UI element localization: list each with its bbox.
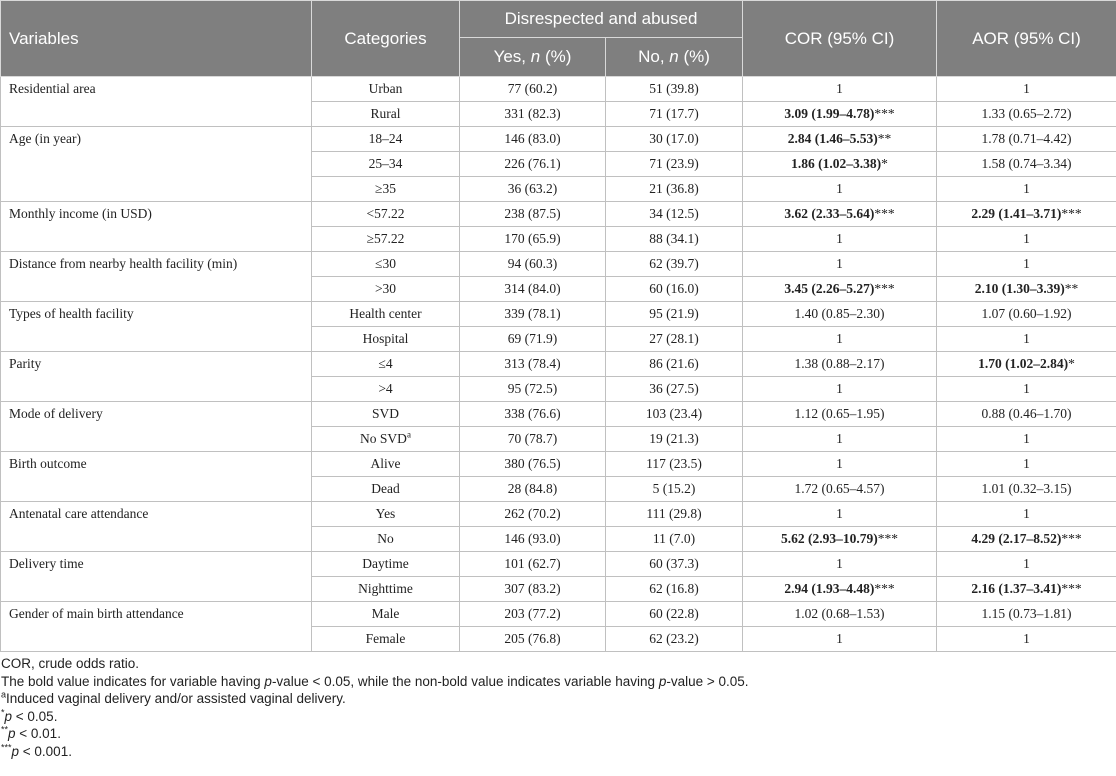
no-count-cell: 71 (23.9) [606, 152, 743, 177]
table-row [1, 252, 1116, 277]
cor-cell [743, 477, 937, 502]
yes-count-cell: 170 (65.9) [460, 227, 606, 252]
cor-value: 3.09 (1.99–4.78) [784, 106, 875, 121]
category-cell [312, 127, 460, 152]
cor-value: 1 [836, 431, 843, 446]
aor-value: 1.01 (0.32–3.15) [981, 481, 1072, 496]
table-row [1, 402, 1116, 427]
aor-value: 1 [1023, 431, 1030, 446]
variable-cell: Antenatal care attendance [1, 502, 312, 552]
cor-value: 1.38 (0.88–2.17) [794, 356, 885, 371]
cor-cell [743, 577, 937, 602]
no-count-cell: 111 (29.8) [606, 502, 743, 527]
category-text: Alive [370, 456, 401, 471]
category-cell [312, 327, 460, 352]
cor-value: 1.86 (1.02–3.38) [791, 156, 882, 171]
cor-significance: * [881, 156, 888, 171]
cor-cell [743, 252, 937, 277]
table-row [1, 77, 1116, 102]
aor-value: 1 [1023, 506, 1030, 521]
note-abbreviation: COR, crude odds ratio. [1, 656, 140, 671]
cor-cell [743, 402, 937, 427]
header-no-label: No, [638, 47, 670, 66]
note-bold-part-b: -value < 0.05, while the non-bold value indicates variable having [271, 673, 659, 689]
cor-cell [743, 277, 937, 302]
no-count-cell: 60 (22.8) [606, 602, 743, 627]
note-footnote-a-text: Induced vaginal delivery and/or assisted vaginal delivery. [6, 691, 346, 707]
table-footnotes [0, 655, 1116, 761]
cor-cell [743, 327, 937, 352]
table-body [1, 77, 1116, 652]
aor-significance: *** [1061, 581, 1082, 596]
aor-value: 4.29 (2.17–8.52) [971, 531, 1062, 546]
note-p3-text: < 0.001. [19, 743, 72, 759]
variable-cell: Types of health facility [1, 302, 312, 352]
yes-count-cell: 203 (77.2) [460, 602, 606, 627]
header-aor: AOR (95% CI) [937, 1, 1116, 77]
cor-value: 1 [836, 631, 843, 646]
no-count-cell: 36 (27.5) [606, 377, 743, 402]
header-variables: Variables [1, 1, 312, 77]
note-p-0-01 [1, 725, 1116, 743]
yes-count-cell: 146 (83.0) [460, 127, 606, 152]
category-text: No [377, 531, 394, 546]
yes-count-cell: 146 (93.0) [460, 527, 606, 552]
aor-value: 1.15 (0.73–1.81) [981, 606, 1072, 621]
no-count-cell: 95 (21.9) [606, 302, 743, 327]
cor-value: 1 [836, 181, 843, 196]
header-yes-label: Yes, [493, 47, 531, 66]
no-count-cell: 11 (7.0) [606, 527, 743, 552]
aor-significance: *** [1061, 531, 1082, 546]
yes-count-cell: 238 (87.5) [460, 202, 606, 227]
aor-value: 1 [1023, 256, 1030, 271]
aor-cell [937, 277, 1116, 302]
category-cell [312, 77, 460, 102]
category-cell [312, 502, 460, 527]
yes-count-cell: 314 (84.0) [460, 277, 606, 302]
aor-value: 1 [1023, 331, 1030, 346]
cor-cell [743, 202, 937, 227]
cor-cell [743, 502, 937, 527]
category-text: Yes [375, 506, 396, 521]
category-text: Hospital [362, 331, 409, 346]
category-cell [312, 152, 460, 177]
aor-cell [937, 402, 1116, 427]
cor-cell [743, 177, 937, 202]
aor-cell [937, 377, 1116, 402]
cor-value: 1 [836, 456, 843, 471]
aor-value: 1.58 (0.74–3.34) [981, 156, 1072, 171]
category-cell [312, 177, 460, 202]
variable-cell: Distance from nearby health facility (min) [1, 252, 312, 302]
aor-value: 1.07 (0.60–1.92) [981, 306, 1072, 321]
cor-cell [743, 527, 937, 552]
category-text: Dead [371, 481, 400, 496]
header-yes [460, 38, 606, 77]
category-text: Female [365, 631, 406, 646]
no-count-cell: 62 (16.8) [606, 577, 743, 602]
category-text: Urban [368, 81, 403, 96]
yes-count-cell: 205 (76.8) [460, 627, 606, 652]
note-bold-part-c: -value > 0.05. [666, 673, 749, 689]
cor-value: 2.94 (1.93–4.48) [784, 581, 875, 596]
table-row [1, 552, 1116, 577]
aor-cell [937, 252, 1116, 277]
aor-cell [937, 552, 1116, 577]
no-count-cell: 5 (15.2) [606, 477, 743, 502]
cor-value: 3.45 (2.26–5.27) [784, 281, 875, 296]
cor-value: 1 [836, 331, 843, 346]
cor-cell [743, 152, 937, 177]
category-text: SVD [371, 406, 399, 421]
aor-value: 1 [1023, 381, 1030, 396]
table-row [1, 302, 1116, 327]
no-count-cell: 60 (37.3) [606, 552, 743, 577]
cor-cell [743, 627, 937, 652]
cor-value: 3.62 (2.33–5.64) [784, 206, 875, 221]
yes-count-cell: 307 (83.2) [460, 577, 606, 602]
category-text: >30 [374, 281, 397, 296]
variable-cell: Gender of main birth attendance [1, 602, 312, 652]
aor-cell [937, 452, 1116, 477]
aor-value: 1 [1023, 456, 1030, 471]
cor-value: 1 [836, 256, 843, 271]
category-cell [312, 227, 460, 252]
category-text: 18–24 [368, 131, 403, 146]
aor-cell [937, 152, 1116, 177]
no-count-cell: 30 (17.0) [606, 127, 743, 152]
aor-value: 1.78 (0.71–4.42) [981, 131, 1072, 146]
category-cell [312, 452, 460, 477]
table-row [1, 502, 1116, 527]
cor-cell [743, 127, 937, 152]
aor-value: 2.16 (1.37–3.41) [971, 581, 1062, 596]
aor-cell [937, 77, 1116, 102]
category-cell [312, 427, 460, 452]
aor-cell [937, 577, 1116, 602]
cor-significance: *** [874, 581, 895, 596]
note-p2-mark: ** [1, 724, 9, 735]
aor-value: 1 [1023, 231, 1030, 246]
category-cell [312, 277, 460, 302]
table-row [1, 602, 1116, 627]
table-row [1, 452, 1116, 477]
note-p3-mark: *** [1, 742, 12, 753]
category-text: Health center [349, 306, 422, 321]
yes-count-cell: 338 (76.6) [460, 402, 606, 427]
aor-value: 1.70 (1.02–2.84) [978, 356, 1069, 371]
category-text: Rural [370, 106, 401, 121]
category-cell [312, 252, 460, 277]
note-p1-mark: * [1, 707, 5, 718]
cor-value: 1 [836, 556, 843, 571]
cor-significance: *** [874, 281, 895, 296]
note-bold-explanation [1, 673, 1116, 691]
header-cor: COR (95% CI) [743, 1, 937, 77]
variable-cell: Residential area [1, 77, 312, 127]
no-count-cell: 34 (12.5) [606, 202, 743, 227]
note-footnote-a [1, 690, 1116, 708]
cor-cell [743, 452, 937, 477]
note-p-italic: p [4, 708, 13, 724]
note-p-italic: p [8, 726, 16, 742]
header-no [606, 38, 743, 77]
cor-value: 5.62 (2.93–10.79) [781, 531, 878, 546]
cor-cell [743, 102, 937, 127]
aor-significance: ** [1064, 281, 1079, 296]
aor-cell [937, 202, 1116, 227]
cor-value: 1 [836, 506, 843, 521]
yes-count-cell: 101 (62.7) [460, 552, 606, 577]
category-text: ≥35 [375, 181, 396, 196]
aor-value: 1 [1023, 556, 1030, 571]
header-disrespected-abused: Disrespected and abused [460, 1, 743, 38]
cor-significance: *** [877, 531, 899, 546]
aor-value: 2.29 (1.41–3.71) [971, 206, 1062, 221]
variable-cell: Mode of delivery [1, 402, 312, 452]
category-cell [312, 377, 460, 402]
aor-cell [937, 352, 1116, 377]
aor-significance: * [1068, 356, 1075, 371]
aor-cell [937, 102, 1116, 127]
yes-count-cell: 36 (63.2) [460, 177, 606, 202]
category-cell [312, 477, 460, 502]
no-count-cell: 60 (16.0) [606, 277, 743, 302]
no-count-cell: 117 (23.5) [606, 452, 743, 477]
aor-significance: *** [1061, 206, 1082, 221]
category-cell [312, 352, 460, 377]
yes-count-cell: 339 (78.1) [460, 302, 606, 327]
category-cell [312, 102, 460, 127]
category-text: Nighttime [358, 581, 413, 596]
cor-cell [743, 427, 937, 452]
category-cell [312, 552, 460, 577]
category-cell [312, 627, 460, 652]
category-text: <57.22 [366, 206, 405, 221]
header-no-n: n [669, 47, 679, 66]
aor-value: 2.10 (1.30–3.39) [974, 281, 1065, 296]
table-header [1, 1, 1116, 77]
category-text: ≤30 [375, 256, 396, 271]
aor-cell [937, 327, 1116, 352]
no-count-cell: 62 (39.7) [606, 252, 743, 277]
cor-value: 1 [836, 81, 843, 96]
variable-cell: Delivery time [1, 552, 312, 602]
aor-cell [937, 627, 1116, 652]
cor-cell [743, 77, 937, 102]
header-yes-pct: (%) [540, 47, 572, 66]
no-count-cell: 71 (17.7) [606, 102, 743, 127]
note-bold-part-a: The bold value indicates for variable having [1, 673, 265, 689]
category-cell [312, 202, 460, 227]
aor-cell [937, 177, 1116, 202]
yes-count-cell: 262 (70.2) [460, 502, 606, 527]
note-p-italic: p [264, 673, 272, 689]
yes-count-cell: 94 (60.3) [460, 252, 606, 277]
aor-value: 1 [1023, 631, 1030, 646]
cor-value: 1 [836, 231, 843, 246]
category-text: ≥57.22 [366, 231, 405, 246]
note-p-0-001 [1, 743, 1116, 761]
cor-cell [743, 552, 937, 577]
yes-count-cell: 331 (82.3) [460, 102, 606, 127]
header-categories: Categories [312, 1, 460, 77]
yes-count-cell: 69 (71.9) [460, 327, 606, 352]
category-text: >4 [378, 381, 393, 396]
aor-cell [937, 527, 1116, 552]
yes-count-cell: 95 (72.5) [460, 377, 606, 402]
aor-cell [937, 227, 1116, 252]
no-count-cell: 51 (39.8) [606, 77, 743, 102]
no-count-cell: 103 (23.4) [606, 402, 743, 427]
no-count-cell: 86 (21.6) [606, 352, 743, 377]
table-row [1, 352, 1116, 377]
note-p2-text: < 0.01. [15, 726, 61, 742]
cor-cell [743, 302, 937, 327]
note-p1-text: < 0.05. [12, 708, 58, 724]
note-p-italic: p [11, 743, 20, 759]
aor-value: 0.88 (0.46–1.70) [981, 406, 1072, 421]
no-count-cell: 27 (28.1) [606, 327, 743, 352]
yes-count-cell: 70 (78.7) [460, 427, 606, 452]
cor-cell [743, 377, 937, 402]
cor-cell [743, 602, 937, 627]
category-cell [312, 577, 460, 602]
category-cell [312, 602, 460, 627]
header-yes-n: n [530, 47, 541, 66]
cor-value: 1.72 (0.65–4.57) [794, 481, 885, 496]
aor-value: 1 [1023, 81, 1030, 96]
yes-count-cell: 313 (78.4) [460, 352, 606, 377]
note-p-0-05 [1, 708, 1116, 726]
category-text: Male [371, 606, 400, 621]
category-text: ≤4 [378, 356, 393, 371]
category-footnote-mark: a [406, 429, 411, 440]
aor-value: 1.33 (0.65–2.72) [981, 106, 1072, 121]
aor-value: 1 [1023, 181, 1030, 196]
cor-significance: *** [874, 206, 895, 221]
aor-cell [937, 502, 1116, 527]
cor-cell [743, 227, 937, 252]
yes-count-cell: 226 (76.1) [460, 152, 606, 177]
category-text: No SVD [360, 431, 407, 446]
note-p-italic: p [658, 673, 667, 689]
no-count-cell: 21 (36.8) [606, 177, 743, 202]
aor-cell [937, 127, 1116, 152]
aor-cell [937, 427, 1116, 452]
cor-cell [743, 352, 937, 377]
category-text: Daytime [362, 556, 409, 571]
cor-significance: ** [877, 131, 892, 146]
cor-value: 1 [836, 381, 843, 396]
no-count-cell: 19 (21.3) [606, 427, 743, 452]
variable-cell: Monthly income (in USD) [1, 202, 312, 252]
aor-cell [937, 477, 1116, 502]
cor-value: 1.40 (0.85–2.30) [794, 306, 885, 321]
yes-count-cell: 77 (60.2) [460, 77, 606, 102]
category-cell [312, 527, 460, 552]
category-cell [312, 302, 460, 327]
no-count-cell: 62 (23.2) [606, 627, 743, 652]
no-count-cell: 88 (34.1) [606, 227, 743, 252]
variable-cell: Age (in year) [1, 127, 312, 202]
yes-count-cell: 380 (76.5) [460, 452, 606, 477]
cor-value: 1.02 (0.68–1.53) [794, 606, 885, 621]
cor-significance: *** [874, 106, 895, 121]
category-text: 25–34 [368, 156, 403, 171]
variable-cell: Birth outcome [1, 452, 312, 502]
note-footnote-a-mark: a [1, 689, 7, 700]
yes-count-cell: 28 (84.8) [460, 477, 606, 502]
cor-value: 2.84 (1.46–5.53) [787, 131, 878, 146]
table-row [1, 202, 1116, 227]
aor-cell [937, 302, 1116, 327]
table-row [1, 127, 1116, 152]
variable-cell: Parity [1, 352, 312, 402]
category-cell [312, 402, 460, 427]
header-no-pct: (%) [678, 47, 710, 66]
cor-value: 1.12 (0.65–1.95) [794, 406, 885, 421]
aor-cell [937, 602, 1116, 627]
